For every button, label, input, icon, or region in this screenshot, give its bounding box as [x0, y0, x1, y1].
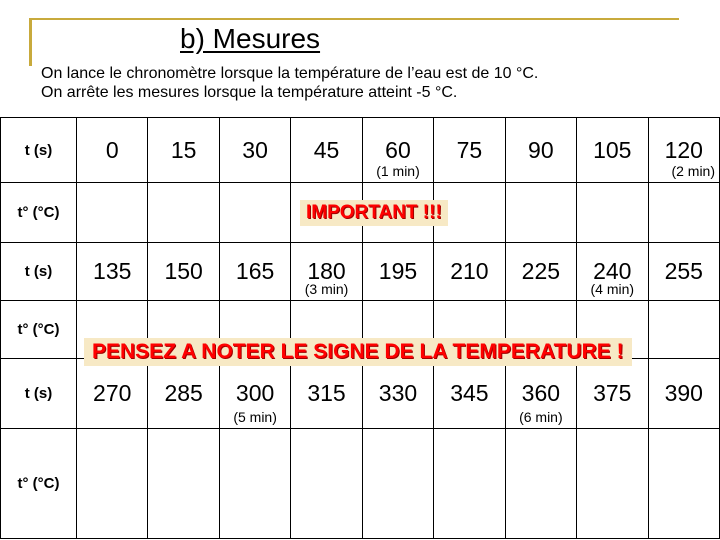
temperature-label: t° (°C) — [1, 301, 77, 359]
temperature-cell[interactable] — [577, 183, 648, 243]
time-cell: 210 — [434, 243, 505, 301]
time-cell: 180 (3 min) — [291, 243, 362, 301]
time-cell: 315 — [291, 359, 362, 429]
temperature-cell[interactable] — [148, 429, 219, 539]
time-cell: 0 — [77, 118, 148, 183]
time-cell: 45 — [291, 118, 362, 183]
time-label: t (s) — [1, 118, 77, 183]
temperature-cell[interactable] — [219, 183, 290, 243]
time-label: t (s) — [1, 359, 77, 429]
time-cell: 15 — [148, 118, 219, 183]
important-callout — [300, 200, 448, 226]
temperature-cell[interactable] — [577, 429, 648, 539]
temperature-cell[interactable] — [362, 429, 433, 539]
time-row-2 — [1, 243, 720, 301]
sign-reminder-callout — [84, 338, 632, 366]
page-title: b) Mesures — [180, 23, 321, 54]
important-text: IMPORTANT !!! — [300, 200, 448, 226]
time-cell: 225 — [505, 243, 576, 301]
temperature-label: t° (°C) — [1, 429, 77, 539]
time-cell: 165 — [219, 243, 290, 301]
time-row-3 — [1, 359, 720, 429]
intro-text — [41, 64, 538, 102]
temperature-label: t° (°C) — [1, 183, 77, 243]
time-cell: 150 — [148, 243, 219, 301]
intro-line-1: On lance le chronomètre lorsque la température de l’eau est de 10 °C. — [41, 65, 539, 82]
sign-reminder-text: PENSEZ A NOTER LE SIGNE DE LA TEMPERATURE ! — [84, 338, 632, 366]
time-cell: 285 — [148, 359, 219, 429]
time-label: t (s) — [1, 243, 77, 301]
time-cell: 345 — [434, 359, 505, 429]
time-cell: 105 — [577, 118, 648, 183]
temperature-cell[interactable] — [505, 429, 576, 539]
time-cell: 330 — [362, 359, 433, 429]
temperature-cell[interactable] — [291, 429, 362, 539]
time-cell: 300 (5 min) — [219, 359, 290, 429]
temperature-cell[interactable] — [148, 183, 219, 243]
temperature-cell[interactable] — [77, 183, 148, 243]
time-cell: 120 (2 min) — [648, 118, 720, 183]
time-cell: 135 — [77, 243, 148, 301]
time-row-1 — [1, 118, 720, 183]
temperature-cell[interactable] — [77, 429, 148, 539]
decorative-horizontal-line — [29, 18, 679, 20]
time-cell: 240 (4 min) — [577, 243, 648, 301]
time-cell: 360 (6 min) — [505, 359, 576, 429]
time-cell: 60 (1 min) — [362, 118, 433, 183]
temperature-cell[interactable] — [648, 183, 720, 243]
temperature-cell[interactable] — [648, 301, 720, 359]
temperature-cell[interactable] — [505, 183, 576, 243]
measurements-table — [0, 117, 720, 539]
time-cell: 195 — [362, 243, 433, 301]
temperature-cell[interactable] — [434, 429, 505, 539]
decorative-vertical-line — [29, 18, 32, 66]
time-cell: 375 — [577, 359, 648, 429]
intro-line-2: On arrête les mesures lorsque la température atteint -5 °C. — [41, 84, 458, 101]
time-cell: 75 — [434, 118, 505, 183]
time-cell: 30 — [219, 118, 290, 183]
time-cell: 90 — [505, 118, 576, 183]
temperature-cell[interactable] — [648, 429, 720, 539]
time-cell: 390 — [648, 359, 720, 429]
temperature-cell[interactable] — [219, 429, 290, 539]
temperature-row-3 — [1, 429, 720, 539]
time-cell: 255 — [648, 243, 720, 301]
time-cell: 270 — [77, 359, 148, 429]
